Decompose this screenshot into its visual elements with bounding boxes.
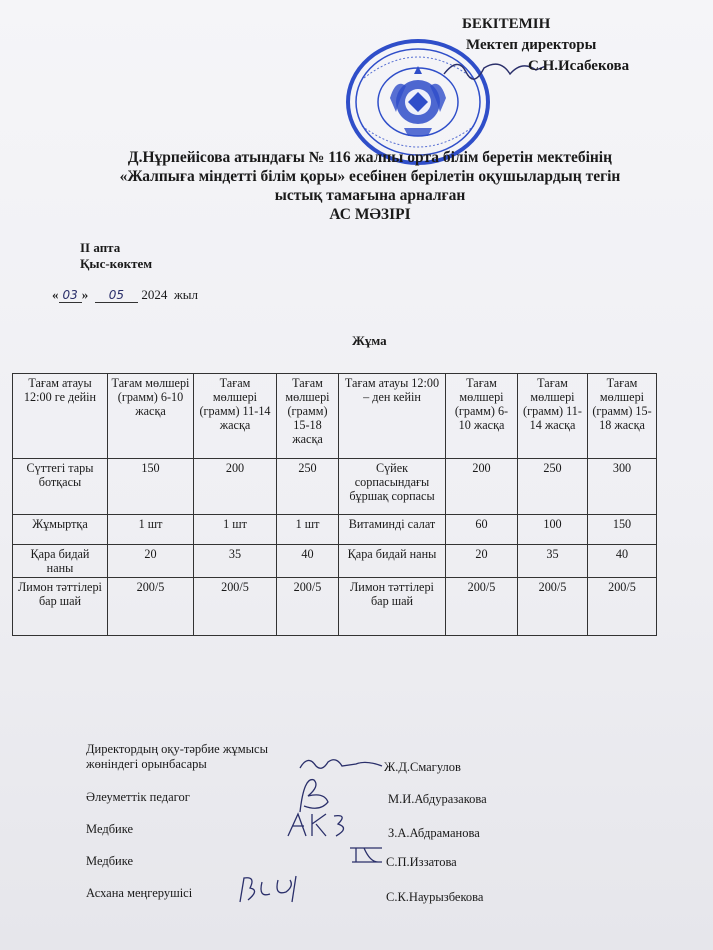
day-name: Жұма — [352, 333, 387, 348]
table-cell: 250 — [277, 459, 339, 515]
signature-row — [86, 742, 268, 772]
date-close-quote: » — [81, 287, 89, 302]
approval-block — [462, 14, 629, 77]
header-cell: Тағам мөлшері (грамм) 11-14 жасқа — [518, 374, 588, 459]
header-cell: Тағам атауы 12:00 ге дейін — [13, 374, 108, 459]
table-cell: Лимон тәттілері бар шай — [339, 578, 446, 636]
signature-name: Ж.Д.Смагулов — [384, 760, 461, 774]
document-date — [52, 287, 198, 303]
table-row — [13, 459, 657, 515]
approval-director-name: С.Н.Исабекова — [528, 58, 630, 74]
table-cell: 20 — [108, 545, 194, 578]
table-row — [13, 578, 657, 636]
table-row — [13, 545, 657, 578]
table-cell: 1 шт — [194, 515, 277, 545]
header-cell: Тағам мөлшері (грамм) 6-10 жасқа — [446, 374, 518, 459]
table-cell: 100 — [518, 515, 588, 545]
table-cell: 200 — [446, 459, 518, 515]
signature-row — [86, 854, 133, 869]
table-cell: 150 — [108, 459, 194, 515]
signature-role-cont: жөніндегі орынбасары — [86, 757, 207, 771]
signature-scribble-icon — [234, 872, 304, 906]
date-year: 2024 — [141, 287, 168, 302]
table-cell: Жұмыртқа — [13, 515, 108, 545]
week-number: ІІ апта — [80, 240, 121, 255]
signature-name: С.К.Наурызбекова — [386, 890, 484, 904]
signature-role: Директордың оқу-тәрбие жұмысы — [86, 742, 268, 756]
signature-role: Медбике — [86, 854, 134, 868]
title-line-2: «Жалпыға міндетті білім қоры» есебінен берілетін оқушылардың тегін — [119, 168, 621, 185]
header-cell: Тағам мөлшері (грамм) 15-18 жасқа — [588, 374, 657, 459]
table-cell: 200/5 — [108, 578, 194, 636]
table-cell: 1 шт — [108, 515, 194, 545]
table-row — [13, 515, 657, 545]
table-cell: 200/5 — [194, 578, 277, 636]
table-cell: 40 — [588, 545, 657, 578]
table-cell: 20 — [446, 545, 518, 578]
table-cell: 200/5 — [277, 578, 339, 636]
date-open-quote: « — [52, 287, 59, 302]
table-cell: 300 — [588, 459, 657, 515]
menu-table — [12, 373, 657, 636]
table-cell: 200/5 — [518, 578, 588, 636]
signature-name: М.И.Абдуразакова — [388, 792, 487, 806]
table-cell: 200 — [194, 459, 277, 515]
title-line-4: АС МӘЗІРІ — [329, 206, 411, 223]
signature-row — [86, 886, 192, 901]
date-suffix: жыл — [173, 287, 199, 302]
signature-role: Асхана меңгерушісі — [86, 886, 193, 900]
table-cell: 35 — [194, 545, 277, 578]
week-season: Қыс-көктем — [80, 256, 153, 271]
table-cell: Лимон тәттілері бар шай — [13, 578, 108, 636]
table-cell: Қара бидай наны — [13, 545, 108, 578]
signature-role: Әлеуметтік педагог — [86, 790, 190, 804]
signature-name: З.А.Абдраманова — [388, 826, 480, 840]
table-cell: 60 — [446, 515, 518, 545]
table-cell: 200/5 — [446, 578, 518, 636]
signature-name: С.П.Иззатова — [386, 855, 457, 869]
approval-heading: БЕКІТЕМІН — [462, 16, 551, 32]
signature-scribble-icon — [346, 844, 386, 866]
signature-role: Медбике — [86, 822, 134, 836]
title-line-1: Д.Нұрпейісова атындағы № 116 жалпы орта білім беретін мектебінің — [127, 149, 613, 166]
title-line-3: ыстық тамағына арналған — [274, 187, 466, 204]
header-cell: Тағам атауы 12:00 – ден кейін — [339, 374, 446, 459]
header-cell: Тағам мөлшері (грамм) 6-10 жасқа — [108, 374, 194, 459]
table-cell: 150 — [588, 515, 657, 545]
signature-scribble-icon — [284, 808, 354, 840]
table-cell: 40 — [277, 545, 339, 578]
table-cell: 250 — [518, 459, 588, 515]
table-cell: 1 шт — [277, 515, 339, 545]
approval-position: Мектеп директоры — [466, 37, 597, 53]
date-day: 03 — [59, 288, 82, 303]
table-cell: Сүттегі тары ботқасы — [13, 459, 108, 515]
table-header-row — [13, 374, 657, 459]
table-cell: Сүйек сорпасындағы бұршақ сорпасы — [339, 459, 446, 515]
table-cell: 35 — [518, 545, 588, 578]
signature-row — [86, 822, 133, 837]
table-cell: Қара бидай наны — [339, 545, 446, 578]
date-month: 05 — [95, 288, 138, 303]
table-cell: 200/5 — [588, 578, 657, 636]
signature-row — [86, 790, 190, 805]
table-cell: Витаминді салат — [339, 515, 446, 545]
header-cell: Тағам мөлшері (грамм) 11-14 жасқа — [194, 374, 277, 459]
week-info — [80, 240, 152, 272]
header-cell: Тағам мөлшері (грамм) 15-18 жасқа — [277, 374, 339, 459]
document-title — [60, 148, 680, 224]
